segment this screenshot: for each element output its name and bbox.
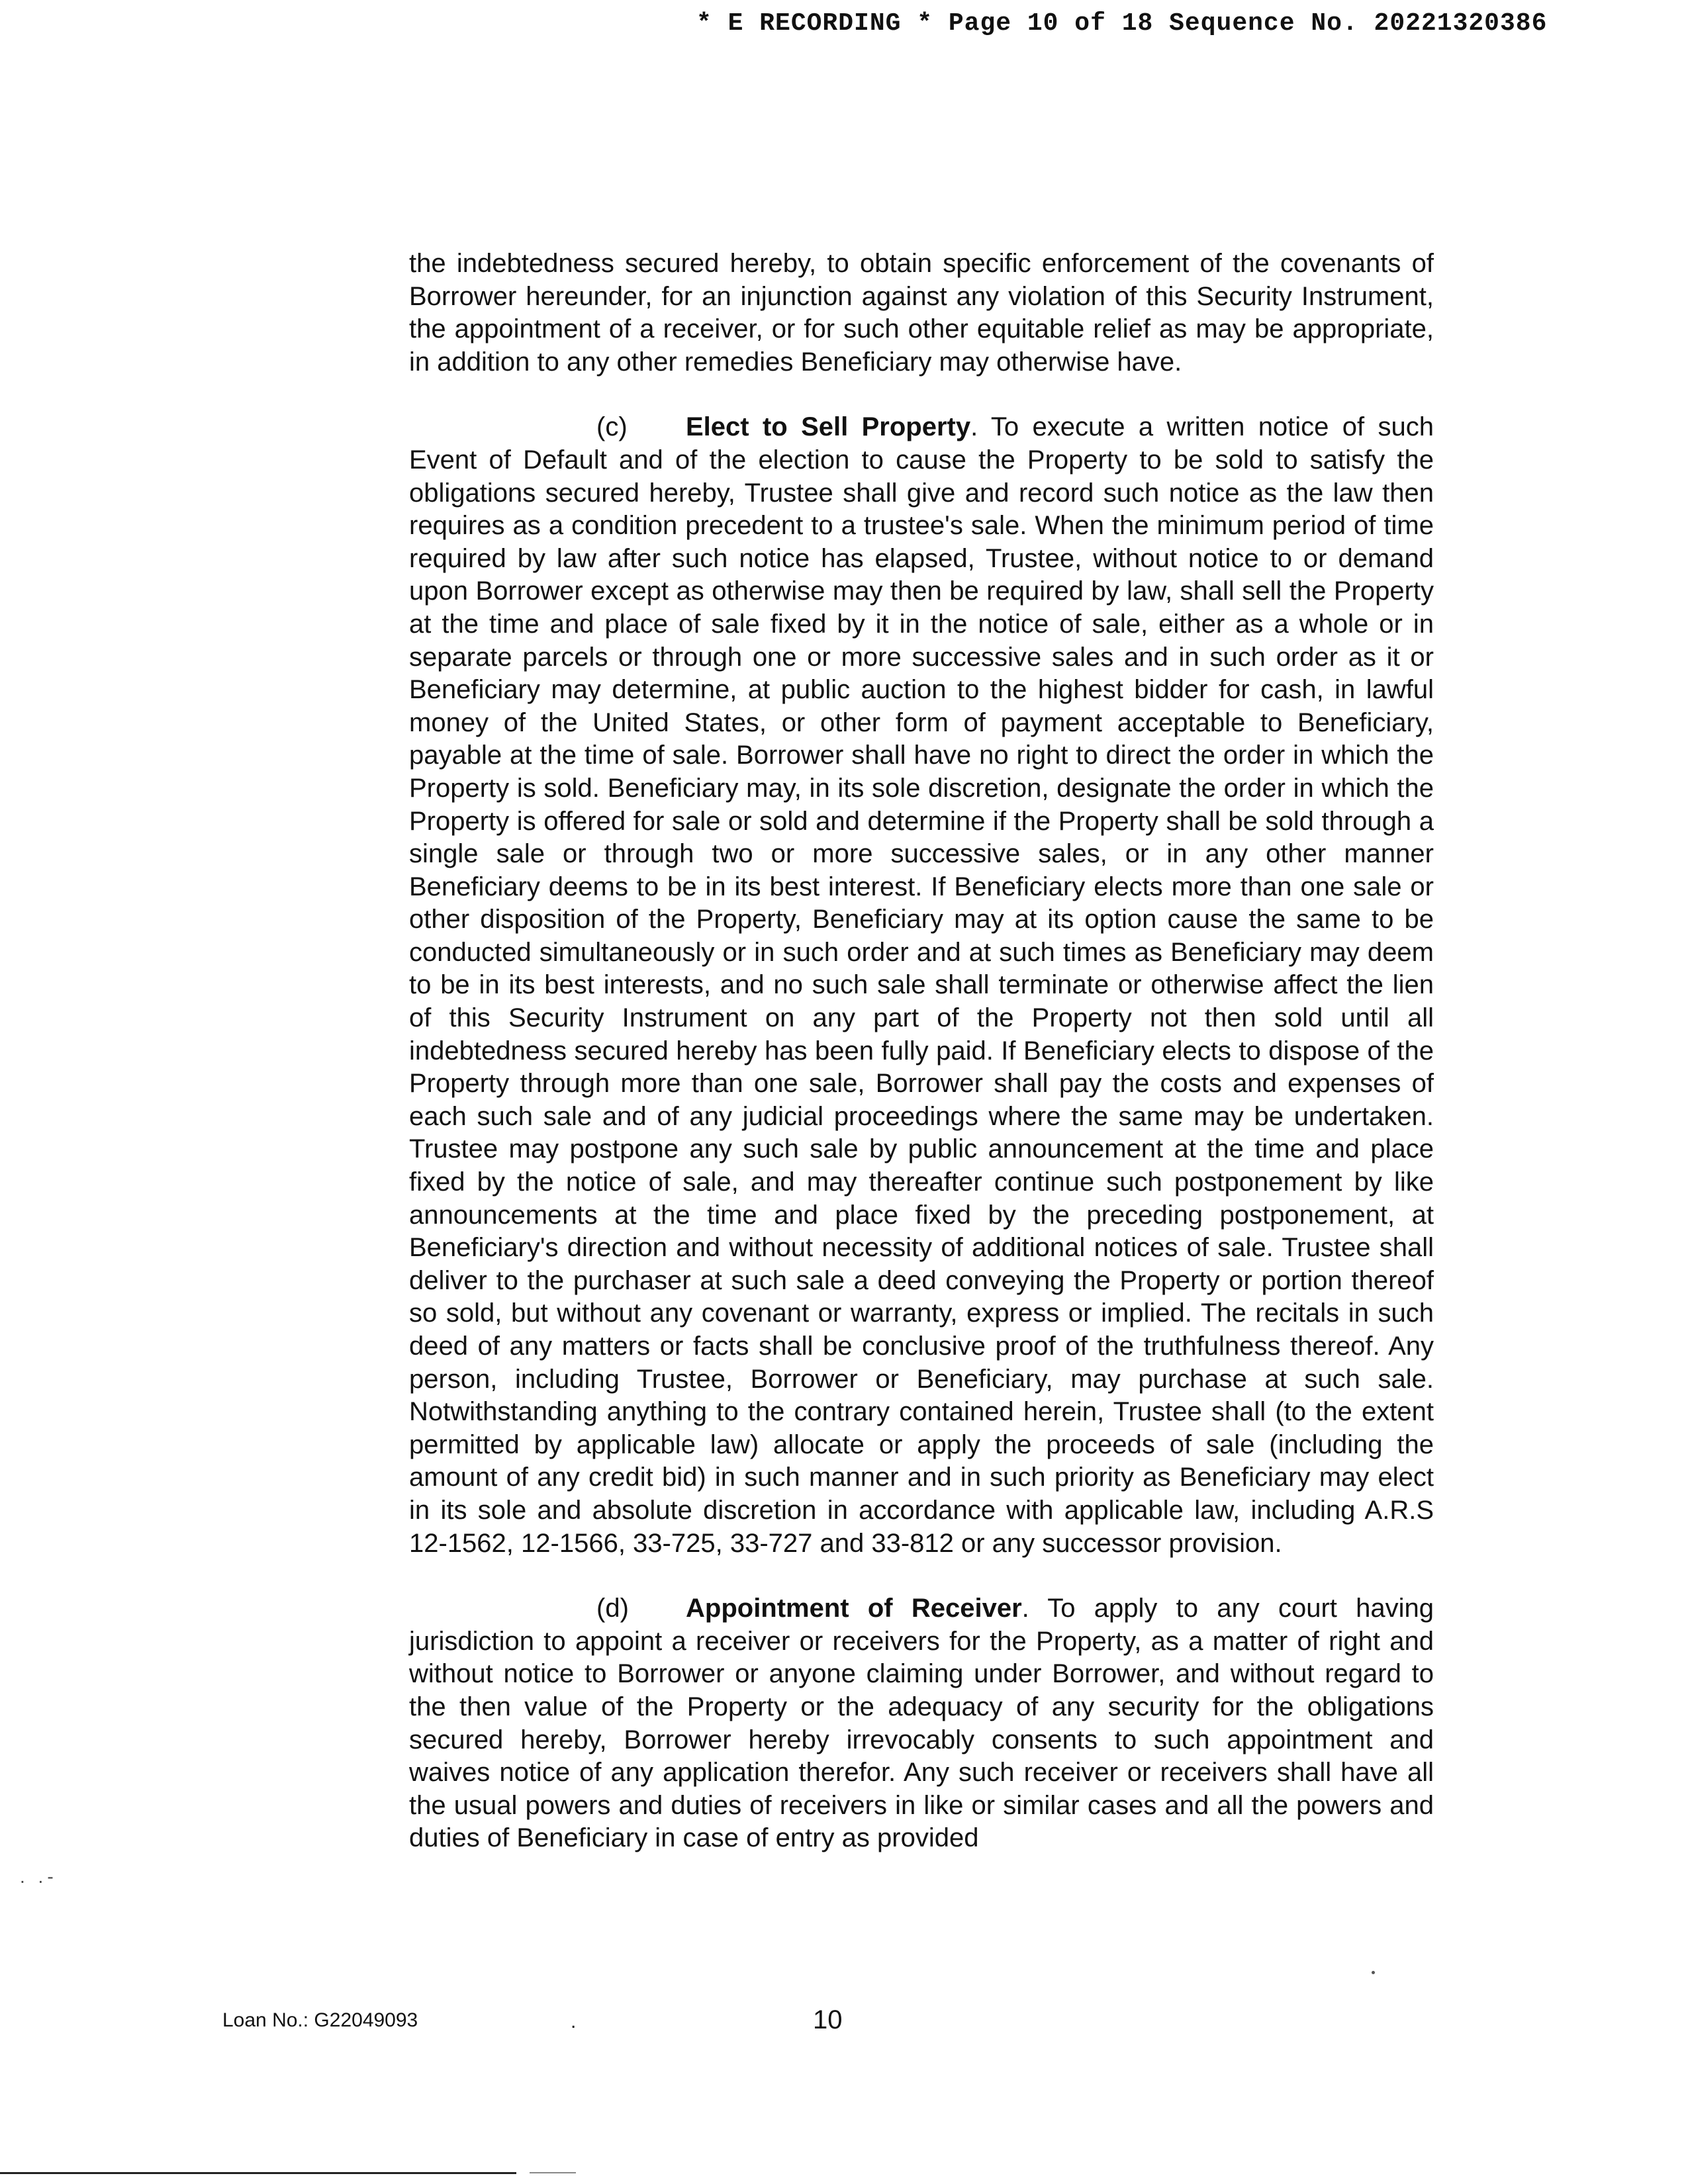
section-d-paragraph xyxy=(409,1592,1434,1855)
section-d-marker: (d) xyxy=(596,1594,629,1623)
stray-dot xyxy=(1372,1971,1375,1974)
section-d-heading: Appointment of Receiver xyxy=(686,1594,1022,1623)
section-c-heading: Elect to Sell Property xyxy=(686,412,971,442)
section-c-paragraph xyxy=(409,411,1434,1560)
margin-scan-mark: . .- xyxy=(20,1866,58,1887)
intro-paragraph: the indebtedness secured hereby, to obtain specific enforcement of the covenants of Borrower hereunder, for an injunction against any violation of this Security Instrument, the appointment of a receiver, or for such other equitable relief as may be appropriate, in addition to any other remedies Beneficiary may otherwise have. xyxy=(409,249,1434,377)
page-number: 10 xyxy=(813,2005,843,2034)
section-c-text: . To execute a written notice of such Event of Default and of the election to cause the Property to be sold to satisfy the obligations secured hereby, Trustee shall give and record such notice as the law then requires as a condition precedent to a trustee's sale. When the minimum period of time required by law after such notice has elapsed, Trustee, without notice to or demand upon Borrower except as otherwise may then be required by law, shall sell the Property at the time and place of sale fixed by it in the notice of sale, either as a whole or in separate parcels or through one or more successive sales and in such order as it or Beneficiary may determine, at public auction to the highest bidder for cash, in lawful money of the United States, or other form of payment acceptable to Beneficiary, payable at the time of sale. Borrower shall have no right to direct the order in which the Property is sold. Beneficiary may, in its sole discretion, designate the order in which the Property is offered for sale or sold and determine if the Property shall be sold through a single sale or through two or more successive sales, or in any other manner Beneficiary deems to be in its best interest. If Beneficiary elects more than one sale or other disposition of the Property, Beneficiary may at its option cause the same to be conducted simultaneously or in such order and at such times as Beneficiary may deem to be in its best interests, and no such sale shall terminate or otherwise affect the lien of this Security Instrument on any part of the Property not then sold until all indebtedness secured hereby has been fully paid. If Beneficiary elects to dispose of the Property through more than one sale, Borrower shall pay the costs and expenses of each such sale and of any judicial proceedings where the same may be undertaken. Trustee may postpone any such sale by public announcement at the time and place fixed by the notice of sale, and may thereafter continue such postponement by like announcements at the time and place fixed by the preceding postponement, at Beneficiary's direction and without necessity of additional notices of sale. Trustee shall deliver to the purchaser at such sale a deed conveying the Property or portion thereof so sold, but without any covenant or warranty, express or implied. The recitals in such deed of any matters or facts shall be conclusive proof of the truthfulness thereof. Any person, including Trustee, Borrower or Beneficiary, may purchase at such sale. Notwithstanding anything to the contrary contained herein, Trustee shall (to the extent permitted by applicable law) allocate or apply the proceeds of sale (including the amount of any credit bid) in such manner and in such priority as Beneficiary may elect in its sole and absolute discretion in accordance with applicable law, including A.R.S 12-1562, 12-1566, 33-725, 33-727 and 33-812 or any successor provision. xyxy=(409,412,1434,1558)
loan-number: Loan No.: G22049093 xyxy=(222,2009,418,2031)
section-c-marker: (c) xyxy=(596,412,628,442)
scan-edge-rule xyxy=(0,2172,516,2174)
section-d-text: . To apply to any court having jurisdiction to appoint a receiver or receivers for the Property, as a matter of right and without notice to Borrower or anyone claiming under Borrower, and without regard to the then value of the Property or the adequacy of any security for the obligations secured hereby, Borrower hereby irrevocably consents to such appointment and waives notice of any application therefor. Any such receiver or receivers shall have all the usual powers and duties of receivers in like or similar cases and all the powers and duties of Beneficiary in case of entry as provided xyxy=(409,1594,1434,1853)
recording-header: * E RECORDING * Page 10 of 18 Sequence No. 20221320386 xyxy=(696,9,1548,38)
footer-dot: . xyxy=(571,2011,577,2032)
document-body xyxy=(409,248,1434,1888)
scan-edge-rule-short xyxy=(530,2172,576,2173)
